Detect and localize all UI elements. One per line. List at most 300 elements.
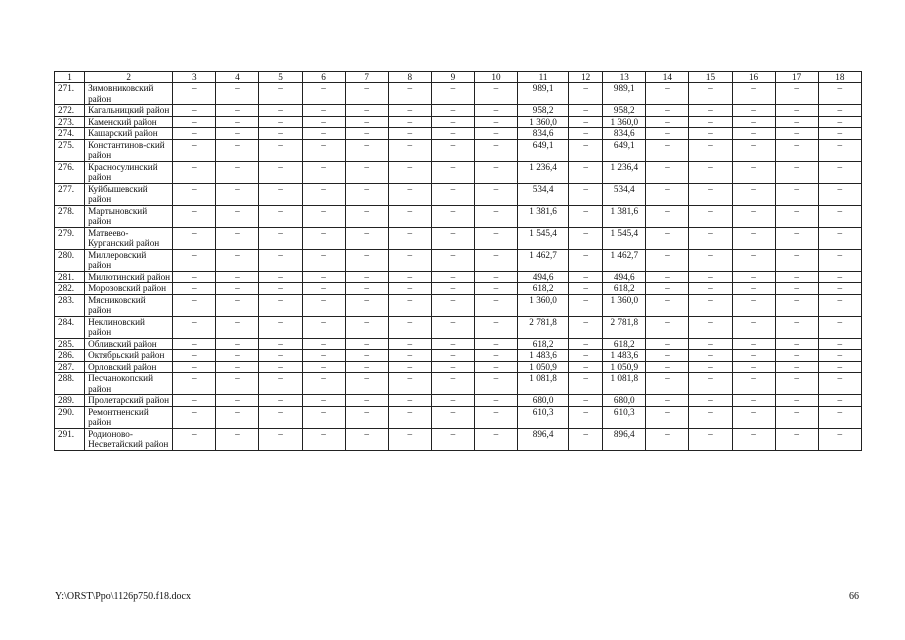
column-number-cell: 8 xyxy=(388,72,431,83)
value-col-11: 618,2 xyxy=(518,283,569,295)
dash-cell: – xyxy=(474,283,517,295)
dash-cell: – xyxy=(259,161,302,183)
dash-cell: – xyxy=(569,128,603,140)
district-name: Обливский район xyxy=(85,338,173,350)
dash-cell: – xyxy=(173,139,216,161)
value-col-13: 1 081,8 xyxy=(603,373,646,395)
dash-cell: – xyxy=(569,316,603,338)
dash-cell: – xyxy=(818,83,861,105)
dash-cell: – xyxy=(775,139,818,161)
district-name: Ремонтненский район xyxy=(85,406,173,428)
dash-cell: – xyxy=(818,338,861,350)
row-number: 291. xyxy=(55,428,85,450)
dash-cell: – xyxy=(388,294,431,316)
dash-cell: – xyxy=(259,183,302,205)
value-col-13: 618,2 xyxy=(603,283,646,295)
dash-cell: – xyxy=(173,283,216,295)
dash-cell: – xyxy=(732,283,775,295)
column-number-cell: 9 xyxy=(431,72,474,83)
dash-cell: – xyxy=(474,161,517,183)
dash-cell: – xyxy=(646,338,689,350)
dash-cell: – xyxy=(345,428,388,450)
dash-cell: – xyxy=(259,428,302,450)
dash-cell: – xyxy=(569,283,603,295)
dash-cell: – xyxy=(775,294,818,316)
district-name: Зимовниковский район xyxy=(85,83,173,105)
dash-cell: – xyxy=(173,428,216,450)
dash-cell: – xyxy=(646,249,689,271)
dash-cell: – xyxy=(345,361,388,373)
dash-cell: – xyxy=(216,361,259,373)
dash-cell: – xyxy=(259,338,302,350)
dash-cell: – xyxy=(775,271,818,283)
dash-cell: – xyxy=(732,338,775,350)
dash-cell: – xyxy=(173,227,216,249)
district-name: Кагальницкий район xyxy=(85,105,173,117)
row-number: 281. xyxy=(55,271,85,283)
dash-cell: – xyxy=(818,361,861,373)
row-number: 280. xyxy=(55,249,85,271)
dash-cell: – xyxy=(775,227,818,249)
dash-cell: – xyxy=(302,128,345,140)
dash-cell: – xyxy=(689,249,732,271)
dash-cell: – xyxy=(818,406,861,428)
value-col-11: 618,2 xyxy=(518,338,569,350)
column-number-cell: 4 xyxy=(216,72,259,83)
dash-cell: – xyxy=(474,316,517,338)
dash-cell: – xyxy=(732,350,775,362)
dash-cell: – xyxy=(474,406,517,428)
dash-cell: – xyxy=(474,105,517,117)
dash-cell: – xyxy=(173,83,216,105)
table-row xyxy=(55,227,862,249)
dash-cell: – xyxy=(259,205,302,227)
dash-cell: – xyxy=(732,139,775,161)
dash-cell: – xyxy=(302,428,345,450)
value-col-11: 1 381,6 xyxy=(518,205,569,227)
dash-cell: – xyxy=(431,205,474,227)
dash-cell: – xyxy=(173,338,216,350)
district-name: Каменский район xyxy=(85,116,173,128)
district-name: Кашарский район xyxy=(85,128,173,140)
dash-cell: – xyxy=(569,205,603,227)
dash-cell: – xyxy=(569,183,603,205)
dash-cell: – xyxy=(775,395,818,407)
dash-cell: – xyxy=(216,338,259,350)
dash-cell: – xyxy=(216,161,259,183)
dash-cell: – xyxy=(388,116,431,128)
value-col-11: 534,4 xyxy=(518,183,569,205)
dash-cell: – xyxy=(259,373,302,395)
dash-cell: – xyxy=(216,316,259,338)
dash-cell: – xyxy=(388,183,431,205)
dash-cell: – xyxy=(474,373,517,395)
dash-cell: – xyxy=(775,249,818,271)
dash-cell: – xyxy=(302,361,345,373)
dash-cell: – xyxy=(646,128,689,140)
dash-cell: – xyxy=(388,373,431,395)
dash-cell: – xyxy=(431,116,474,128)
dash-cell: – xyxy=(569,294,603,316)
dash-cell: – xyxy=(818,105,861,117)
dash-cell: – xyxy=(569,395,603,407)
row-number: 282. xyxy=(55,283,85,295)
value-col-13: 494,6 xyxy=(603,271,646,283)
dash-cell: – xyxy=(173,128,216,140)
dash-cell: – xyxy=(388,205,431,227)
dash-cell: – xyxy=(302,395,345,407)
dash-cell: – xyxy=(775,283,818,295)
table-row xyxy=(55,271,862,283)
dash-cell: – xyxy=(216,271,259,283)
dash-cell: – xyxy=(173,205,216,227)
dash-cell: – xyxy=(302,316,345,338)
value-col-11: 834,6 xyxy=(518,128,569,140)
column-number-cell: 2 xyxy=(85,72,173,83)
dash-cell: – xyxy=(689,350,732,362)
dash-cell: – xyxy=(302,406,345,428)
row-number: 283. xyxy=(55,294,85,316)
table-row xyxy=(55,105,862,117)
dash-cell: – xyxy=(818,249,861,271)
district-name: Пролетарский район xyxy=(85,395,173,407)
dash-cell: – xyxy=(818,139,861,161)
column-number-cell: 10 xyxy=(474,72,517,83)
dash-cell: – xyxy=(646,283,689,295)
dash-cell: – xyxy=(345,128,388,140)
dash-cell: – xyxy=(345,294,388,316)
table-row xyxy=(55,373,862,395)
dash-cell: – xyxy=(646,183,689,205)
dash-cell: – xyxy=(259,395,302,407)
dash-cell: – xyxy=(431,373,474,395)
dash-cell: – xyxy=(689,161,732,183)
value-col-13: 1 360,0 xyxy=(603,294,646,316)
dash-cell: – xyxy=(259,105,302,117)
district-name: Неклиновский район xyxy=(85,316,173,338)
dash-cell: – xyxy=(732,161,775,183)
dash-cell: – xyxy=(388,350,431,362)
column-number-cell: 13 xyxy=(603,72,646,83)
column-number-cell: 3 xyxy=(173,72,216,83)
dash-cell: – xyxy=(345,373,388,395)
dash-cell: – xyxy=(689,128,732,140)
table-body xyxy=(55,72,862,451)
dash-cell: – xyxy=(216,294,259,316)
dash-cell: – xyxy=(474,227,517,249)
dash-cell: – xyxy=(732,227,775,249)
table-row xyxy=(55,205,862,227)
table-row xyxy=(55,83,862,105)
dash-cell: – xyxy=(775,83,818,105)
dash-cell: – xyxy=(775,316,818,338)
dash-cell: – xyxy=(345,283,388,295)
row-number: 276. xyxy=(55,161,85,183)
dash-cell: – xyxy=(732,361,775,373)
row-number: 275. xyxy=(55,139,85,161)
dash-cell: – xyxy=(689,406,732,428)
dash-cell: – xyxy=(259,249,302,271)
dash-cell: – xyxy=(646,205,689,227)
column-number-cell: 7 xyxy=(345,72,388,83)
dash-cell: – xyxy=(775,128,818,140)
value-col-11: 1 236,4 xyxy=(518,161,569,183)
value-col-11: 1 360,0 xyxy=(518,116,569,128)
dash-cell: – xyxy=(646,116,689,128)
column-number-cell: 1 xyxy=(55,72,85,83)
district-name: Матвеево-Курганский район xyxy=(85,227,173,249)
dash-cell: – xyxy=(216,373,259,395)
dash-cell: – xyxy=(646,395,689,407)
value-col-13: 1 236,4 xyxy=(603,161,646,183)
table-row xyxy=(55,406,862,428)
dash-cell: – xyxy=(818,183,861,205)
dash-cell: – xyxy=(775,183,818,205)
value-col-11: 649,1 xyxy=(518,139,569,161)
dash-cell: – xyxy=(818,227,861,249)
budget-table xyxy=(54,71,862,451)
column-number-row xyxy=(55,72,862,83)
dash-cell: – xyxy=(818,350,861,362)
dash-cell: – xyxy=(569,271,603,283)
row-number: 277. xyxy=(55,183,85,205)
dash-cell: – xyxy=(388,128,431,140)
dash-cell: – xyxy=(259,406,302,428)
dash-cell: – xyxy=(431,350,474,362)
dash-cell: – xyxy=(216,227,259,249)
dash-cell: – xyxy=(302,338,345,350)
value-col-11: 680,0 xyxy=(518,395,569,407)
value-col-13: 1 381,6 xyxy=(603,205,646,227)
value-col-13: 680,0 xyxy=(603,395,646,407)
dash-cell: – xyxy=(646,227,689,249)
dash-cell: – xyxy=(431,183,474,205)
dash-cell: – xyxy=(569,373,603,395)
dash-cell: – xyxy=(216,116,259,128)
dash-cell: – xyxy=(646,361,689,373)
row-number: 287. xyxy=(55,361,85,373)
dash-cell: – xyxy=(818,116,861,128)
dash-cell: – xyxy=(216,139,259,161)
dash-cell: – xyxy=(431,83,474,105)
dash-cell: – xyxy=(173,183,216,205)
value-col-13: 896,4 xyxy=(603,428,646,450)
dash-cell: – xyxy=(345,83,388,105)
value-col-13: 1 050,9 xyxy=(603,361,646,373)
table-row xyxy=(55,116,862,128)
dash-cell: – xyxy=(689,283,732,295)
column-number-cell: 5 xyxy=(259,72,302,83)
value-col-13: 1 360,0 xyxy=(603,116,646,128)
value-col-11: 1 360,0 xyxy=(518,294,569,316)
district-name: Родионово-Несветайский район xyxy=(85,428,173,450)
dash-cell: – xyxy=(689,361,732,373)
dash-cell: – xyxy=(259,294,302,316)
row-number: 272. xyxy=(55,105,85,117)
dash-cell: – xyxy=(646,373,689,395)
dash-cell: – xyxy=(345,161,388,183)
row-number: 284. xyxy=(55,316,85,338)
dash-cell: – xyxy=(388,105,431,117)
dash-cell: – xyxy=(388,83,431,105)
dash-cell: – xyxy=(431,395,474,407)
dash-cell: – xyxy=(259,116,302,128)
dash-cell: – xyxy=(431,128,474,140)
dash-cell: – xyxy=(569,105,603,117)
dash-cell: – xyxy=(689,139,732,161)
dash-cell: – xyxy=(689,83,732,105)
dash-cell: – xyxy=(388,161,431,183)
district-name: Морозовский район xyxy=(85,283,173,295)
district-name: Куйбышевский район xyxy=(85,183,173,205)
dash-cell: – xyxy=(474,428,517,450)
dash-cell: – xyxy=(388,316,431,338)
dash-cell: – xyxy=(646,316,689,338)
district-name: Милютинский район xyxy=(85,271,173,283)
dash-cell: – xyxy=(302,350,345,362)
row-number: 288. xyxy=(55,373,85,395)
dash-cell: – xyxy=(818,373,861,395)
dash-cell: – xyxy=(388,395,431,407)
table-row xyxy=(55,161,862,183)
dash-cell: – xyxy=(689,271,732,283)
value-col-13: 534,4 xyxy=(603,183,646,205)
value-col-11: 1 081,8 xyxy=(518,373,569,395)
dash-cell: – xyxy=(388,406,431,428)
dash-cell: – xyxy=(775,406,818,428)
dash-cell: – xyxy=(388,139,431,161)
dash-cell: – xyxy=(259,128,302,140)
table-row xyxy=(55,361,862,373)
district-name: Мясниковский район xyxy=(85,294,173,316)
dash-cell: – xyxy=(345,316,388,338)
dash-cell: – xyxy=(569,83,603,105)
dash-cell: – xyxy=(216,395,259,407)
district-name: Мартыновский район xyxy=(85,205,173,227)
dash-cell: – xyxy=(818,271,861,283)
dash-cell: – xyxy=(259,361,302,373)
dash-cell: – xyxy=(646,139,689,161)
value-col-13: 618,2 xyxy=(603,338,646,350)
dash-cell: – xyxy=(216,283,259,295)
table-row xyxy=(55,338,862,350)
dash-cell: – xyxy=(302,83,345,105)
dash-cell: – xyxy=(259,316,302,338)
dash-cell: – xyxy=(216,205,259,227)
value-col-13: 649,1 xyxy=(603,139,646,161)
dash-cell: – xyxy=(689,183,732,205)
value-col-11: 1 050,9 xyxy=(518,361,569,373)
dash-cell: – xyxy=(388,283,431,295)
dash-cell: – xyxy=(775,428,818,450)
value-col-13: 1 483,6 xyxy=(603,350,646,362)
dash-cell: – xyxy=(173,271,216,283)
column-number-cell: 6 xyxy=(302,72,345,83)
dash-cell: – xyxy=(345,350,388,362)
dash-cell: – xyxy=(569,116,603,128)
dash-cell: – xyxy=(431,105,474,117)
table-row xyxy=(55,249,862,271)
column-number-cell: 16 xyxy=(732,72,775,83)
dash-cell: – xyxy=(388,361,431,373)
column-number-cell: 11 xyxy=(518,72,569,83)
dash-cell: – xyxy=(302,116,345,128)
table-row xyxy=(55,283,862,295)
value-col-13: 989,1 xyxy=(603,83,646,105)
table-row xyxy=(55,128,862,140)
dash-cell: – xyxy=(646,350,689,362)
dash-cell: – xyxy=(732,116,775,128)
dash-cell: – xyxy=(775,105,818,117)
dash-cell: – xyxy=(775,350,818,362)
value-col-13: 834,6 xyxy=(603,128,646,140)
dash-cell: – xyxy=(775,161,818,183)
value-col-13: 2 781,8 xyxy=(603,316,646,338)
dash-cell: – xyxy=(732,249,775,271)
district-name: Песчанокопский район xyxy=(85,373,173,395)
row-number: 289. xyxy=(55,395,85,407)
dash-cell: – xyxy=(345,271,388,283)
dash-cell: – xyxy=(646,406,689,428)
row-number: 271. xyxy=(55,83,85,105)
dash-cell: – xyxy=(569,161,603,183)
dash-cell: – xyxy=(689,116,732,128)
value-col-11: 2 781,8 xyxy=(518,316,569,338)
dash-cell: – xyxy=(818,316,861,338)
value-col-11: 958,2 xyxy=(518,105,569,117)
value-col-11: 1 462,7 xyxy=(518,249,569,271)
dash-cell: – xyxy=(775,338,818,350)
row-number: 278. xyxy=(55,205,85,227)
dash-cell: – xyxy=(431,139,474,161)
dash-cell: – xyxy=(569,361,603,373)
dash-cell: – xyxy=(302,373,345,395)
district-name: Октябрьский район xyxy=(85,350,173,362)
dash-cell: – xyxy=(775,116,818,128)
dash-cell: – xyxy=(689,338,732,350)
dash-cell: – xyxy=(259,271,302,283)
dash-cell: – xyxy=(646,161,689,183)
dash-cell: – xyxy=(569,139,603,161)
dash-cell: – xyxy=(216,83,259,105)
dash-cell: – xyxy=(259,283,302,295)
table-row xyxy=(55,428,862,450)
value-col-13: 958,2 xyxy=(603,105,646,117)
dash-cell: – xyxy=(474,116,517,128)
dash-cell: – xyxy=(732,373,775,395)
dash-cell: – xyxy=(818,294,861,316)
dash-cell: – xyxy=(818,428,861,450)
page-number: 66 xyxy=(849,591,859,602)
dash-cell: – xyxy=(732,406,775,428)
dash-cell: – xyxy=(173,406,216,428)
value-col-11: 896,4 xyxy=(518,428,569,450)
dash-cell: – xyxy=(431,428,474,450)
value-col-13: 1 545,4 xyxy=(603,227,646,249)
dash-cell: – xyxy=(818,205,861,227)
dash-cell: – xyxy=(732,294,775,316)
file-path: Y:\ORST\Ppo\1126p750.f18.docx xyxy=(55,591,191,602)
dash-cell: – xyxy=(345,183,388,205)
dash-cell: – xyxy=(302,139,345,161)
dash-cell: – xyxy=(173,249,216,271)
dash-cell: – xyxy=(474,128,517,140)
dash-cell: – xyxy=(689,227,732,249)
dash-cell: – xyxy=(345,116,388,128)
value-col-11: 989,1 xyxy=(518,83,569,105)
dash-cell: – xyxy=(388,428,431,450)
dash-cell: – xyxy=(431,361,474,373)
